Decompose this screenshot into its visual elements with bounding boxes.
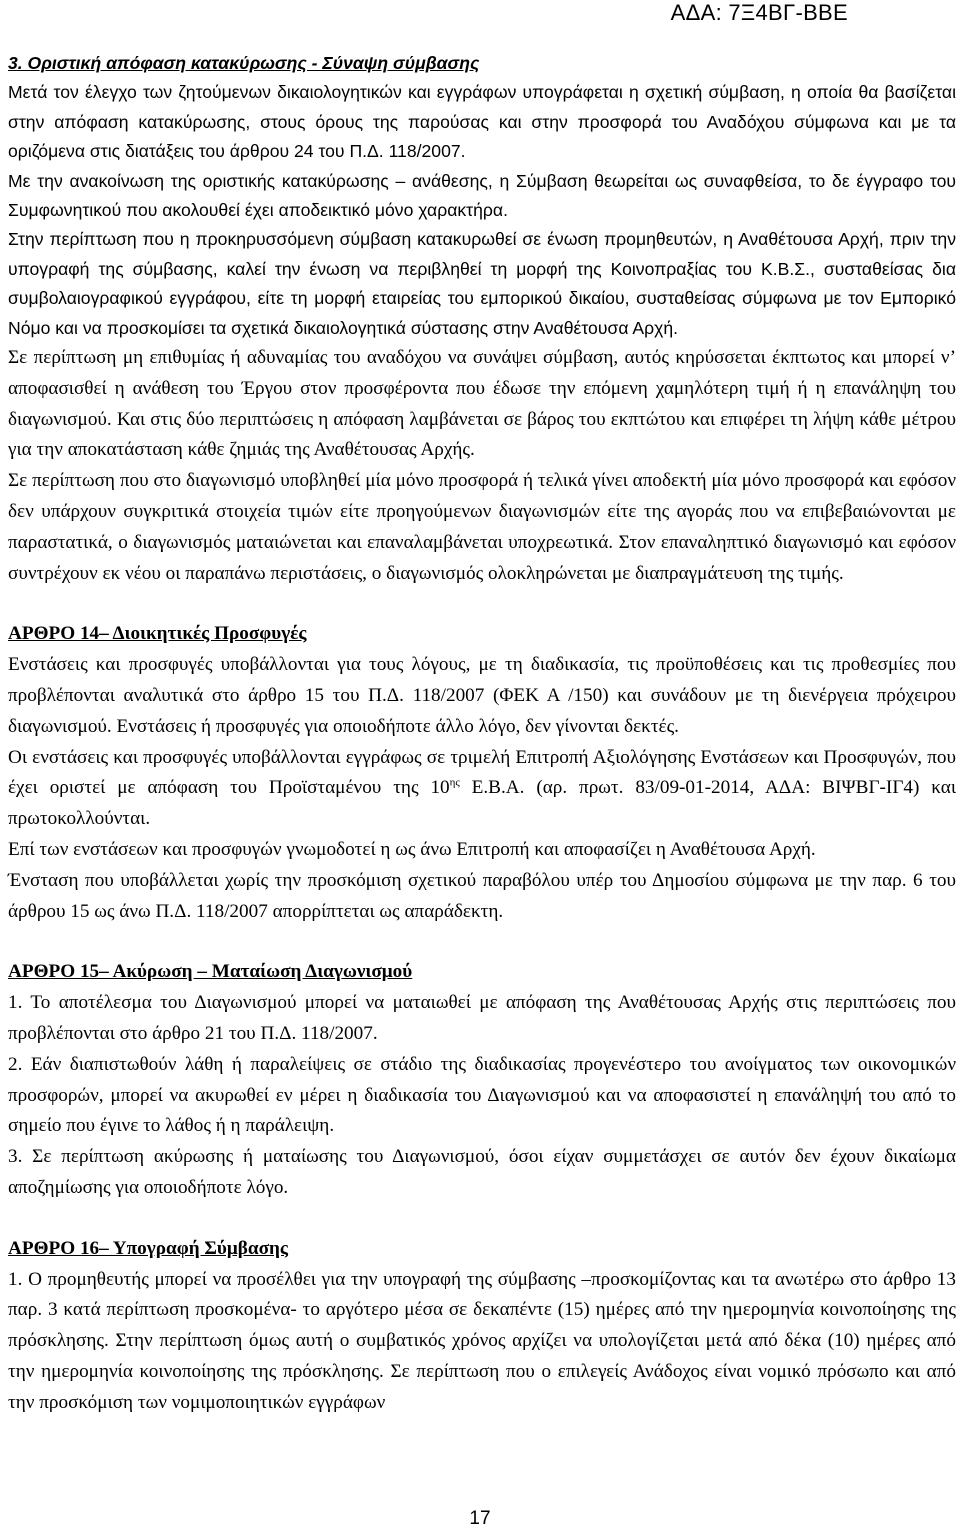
document-id: ΑΔΑ: 7Ξ4ΒΓ-ΒΒΕ — [670, 0, 848, 25]
page-number: 17 — [469, 1508, 491, 1529]
article-14 — [8, 619, 956, 927]
paragraph: Μετά τον έλεγχο των ζητούμενων δικαιολογητικών και εγγράφων υπογράφεται η σχετική σύμβαση, η οποία θα βασίζεται στην απόφαση κατακύρωσης, στους όρους της παρούσας και στην προσφορά του Αναδόχου σύμφωνα και με τα οριζόμενα στις διατάξεις του άρθρου 24 του Π.Δ. 118/2007. — [8, 82, 956, 162]
paragraph: Με την ανακοίνωση της οριστικής κατακύρωσης – ανάθεσης, η Σύμβαση θεωρείται ως συναφθείσα, το δε έγγραφο του Συμφωνητικού που ακολουθεί έχει αποδεικτικό μόνο χαρακτήρα. — [8, 170, 956, 221]
superscript: ης — [449, 777, 460, 790]
text-segment: Ε.Β.Α. (αρ. πρωτ. 83/09-01-2014, ΑΔΑ: ΒΙΨΒΓ-ΙΓ4) και πρωτοκολλούνται. — [8, 777, 957, 830]
article-16 — [8, 1234, 956, 1419]
article-title: ΑΡΘΡΟ 14– Διοικητικές Προσφυγές — [8, 623, 307, 645]
paragraph: Ενστάσεις και προσφυγές υποβάλλονται για τους λόγους, με τη διαδικασία, τις προϋποθέσεις και τις προθεσμίες που προβλέπονται αναλυτικά στο άρθρο 15 του Π.Δ. 118/2007 (ΦΕΚ Α /150) και συνάδουν με τη διενέργεια πρόχειρου διαγωνισμού. Ενστάσεις ή προσφυγές για οποιοδήποτε άλλο λόγο, δεν γίνονται δεκτές. — [8, 654, 956, 737]
section-3 — [8, 49, 956, 343]
paragraph: Σε περίπτωση μη επιθυμίας ή αδυναμίας του αναδόχου να συνάψει σύμβαση, αυτός κηρύσσεται έκπτωτος και μπορεί ν’ αποφασισθεί η ανάθεση του Έργου στον προσφέροντα που έδωσε την επόμενη χαμηλότερη τιμή ή η επανάληψη του διαγωνισμού. Και στις δύο περιπτώσεις η απόφαση λαμβάνεται σε βάρος του εκπτώτου και επιφέρει τη λήψη κάθε μέτρου για την αποκατάσταση κάθε ζημιάς της Αναθέτουσας Αρχής. — [8, 347, 956, 461]
list-item: 3. Σε περίπτωση ακύρωσης ή ματαίωσης του Διαγωνισμού, όσοι είχαν συμμετάσχει σε αυτόν δεν έχουν δικαίωμα αποζημίωσης για οποιοδήποτε λόγο. — [8, 1146, 956, 1198]
paragraph: Επί των ενστάσεων και προσφυγών γνωμοδοτεί η ως άνω Επιτροπή και αποφασίζει η Αναθέτουσα Αρχή. — [8, 839, 816, 861]
document-body — [8, 49, 956, 1419]
paragraph: 1. Ο προμηθευτής μπορεί να προσέλθει για την υπογραφή της σύμβασης –προσκομίζοντας και τα ανωτέρω στο άρθρο 13 παρ. 3 κατά περίπτωση προσκομένα- το αργότερο μέσα σε δεκαπέντε (15) ημέρες από την ημερομηνία κοινοποίησης της πρόσκλησης. Στην περίπτωση όμως αυτή ο συμβατικός χρόνος αρχίζει να υπολογίζεται μετά από δέκα (10) ημέρες από την ημερομηνία κοινοποίησης της πρόσκλησης. Σε περίπτωση που ο επιλεγείς Ανάδοχος είναι νομικό πρόσωπο και από την προσκόμιση των νομιμοποιητικών εγγράφων — [8, 1268, 956, 1413]
article-title: ΑΡΘΡΟ 15– Ακύρωση – Ματαίωση Διαγωνισμού — [8, 961, 413, 983]
section-3-continued — [8, 343, 956, 589]
section-title: 3. Οριστική απόφαση κατακύρωσης - Σύναψη σύμβασης — [8, 53, 480, 73]
paragraph: Σε περίπτωση που στο διαγωνισμό υποβληθεί μία μόνο προσφορά ή τελικά γίνει αποδεκτή μία μόνο προσφορά και εφόσον δεν υπάρχουν συγκριτικά στοιχεία τιμών είτε προηγούμενων διαγωνισμών είτε της αγοράς που να επιβεβαιώνονται με παραστατικά, ο διαγωνισμός ματαιώνεται και επαναλαμβάνεται υποχρεωτικά. Στον επαναληπτικό διαγωνισμό και εφόσον συντρέχουν εκ νέου οι παραπάνω περιστάσεις, ο διαγωνισμός ολοκληρώνεται με διαπραγμάτευση της τιμής. — [8, 470, 956, 584]
list-item: 1. Το αποτέλεσμα του Διαγωνισμού μπορεί να ματαιωθεί με απόφαση της Αναθέτουσας Αρχής στις περιπτώσεις που προβλέπονται στο άρθρο 21 του Π.Δ. 118/2007. — [8, 992, 956, 1044]
text-segment: Οι ενστάσεις και προσφυγές υποβάλλονται εγγράφως σε τριμελή Επιτροπή Αξιολόγησης Ενστάσεων και Προσφυγών, που έχει οριστεί με απόφαση του Προϊσταμένου της 10 — [8, 746, 956, 799]
article-title: ΑΡΘΡΟ 16– Υπογραφή Σύμβασης — [8, 1237, 289, 1259]
paragraph — [8, 743, 956, 835]
paragraph: Στην περίπτωση που η προκηρυσσόμενη σύμβαση κατακυρωθεί σε ένωση προμηθευτών, η Αναθέτουσα Αρχή, πριν την υπογραφή της σύμβασης, καλεί την ένωση να περιβληθεί τη μορφή της Κοινοπραξίας του Κ.Β.Σ., συσταθείσας δια συμβολαιογραφικού εγγράφου, είτε τη μορφή εταιρείας του εμπορικού δικαίου, συσταθείσας σύμφωνα με τον Εμπορικό Νόμο και να προσκομίσει τα σχετικά δικαιολογητικά σύστασης στην Αναθέτουσα Αρχή. — [8, 229, 956, 338]
list-item: 2. Εάν διαπιστωθούν λάθη ή παραλείψεις σε στάδιο της διαδικασίας προγενέστερο του ανοίγματος των οικονομικών προσφορών, μπορεί να ακυρωθεί εν μέρει η διαδικασία του Διαγωνισμού και να αποφασιστεί η επανάληψή του από το σημείο που έγινε το λάθος ή η παράλειψη. — [8, 1053, 956, 1137]
article-15 — [8, 957, 956, 1203]
paragraph: Ένσταση που υποβάλλεται χωρίς την προσκόμιση σχετικού παραβόλου υπέρ του Δημοσίου σύμφωνα με την παρ. 6 του άρθρου 15 ως άνω Π.Δ. 118/2007 απορρίπτεται ως απαράδεκτη. — [8, 869, 956, 922]
